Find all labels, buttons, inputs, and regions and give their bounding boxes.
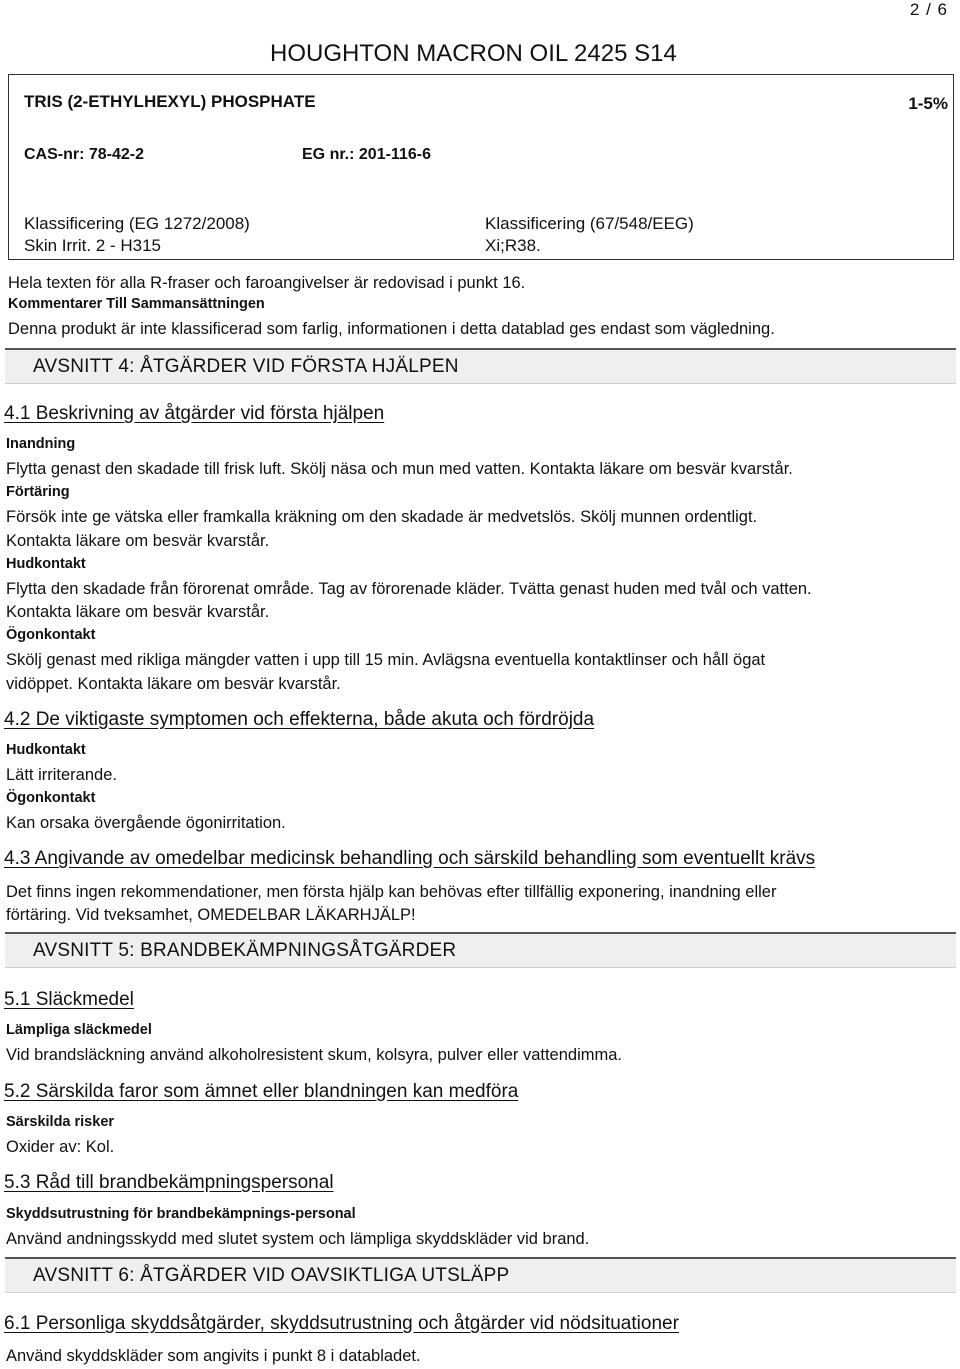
- text-symptoms-eye: Kan orsaka övergående ögonirritation.: [6, 814, 286, 832]
- text-symptoms-skin: Lätt irriterande.: [6, 766, 117, 784]
- classification-dsd-title: Klassificering (67/548/EEG): [485, 214, 694, 233]
- classification-dsd-value: Xi;R38.: [485, 236, 541, 255]
- text-firefighter-equipment: Använd andningsskydd med slutet system och lämpliga skyddskläder vid brand.: [6, 1230, 590, 1248]
- page-number: 2 / 6: [909, 0, 948, 19]
- label-firefighter-equipment: Skyddsutrustning för brandbekämpnings-personal: [6, 1206, 356, 1222]
- full-text-note: Hela texten för alla R-fraser och faroangivelser är redovisad i punkt 16.: [8, 274, 526, 292]
- text-inhalation: Flytta genast den skadade till frisk luft. Skölj näsa och mun med vatten. Kontakta läkare om besvär kvarstår.: [6, 460, 793, 478]
- heading-5-2: 5.2 Särskilda faror som ämnet eller blandningen kan medföra: [4, 1081, 519, 1102]
- text-treatment-1: Det finns ingen rekommendationer, men första hjälp kan behövas efter tillfällig exponering, inandning eller: [6, 883, 777, 901]
- product-name: HOUGHTON MACRON OIL 2425 S14: [270, 40, 677, 67]
- ingredient-name: TRIS (2-ETHYLHEXYL) PHOSPHATE: [24, 92, 316, 111]
- comments-text: Denna produkt är inte klassificerad som farlig, informationen i detta datablad ges endast som vägledning.: [8, 320, 775, 338]
- heading-4-2: 4.2 De viktigaste symptomen och effekterna, både akuta och fördröjda: [4, 709, 595, 730]
- text-treatment-2: förtäring. Vid tveksamhet, OMEDELBAR LÄKARHJÄLP!: [6, 906, 416, 924]
- section-6-title: AVSNITT 6: ÅTGÄRDER VID OAVSIKTLIGA UTSLÄPP: [33, 1265, 510, 1286]
- ingredient-concentration: 1-5%: [908, 94, 948, 113]
- classification-clp-value: Skin Irrit. 2 - H315: [24, 236, 161, 255]
- heading-4-1: 4.1 Beskrivning av åtgärder vid första hjälpen: [4, 403, 385, 424]
- label-inhalation: Inandning: [6, 436, 76, 452]
- text-eye-contact-2: vidöppet. Kontakta läkare om besvär kvarstår.: [6, 675, 341, 693]
- text-personal-precautions: Använd skyddskläder som angivits i punkt 8 i databladet.: [6, 1347, 421, 1365]
- eg-number: EG nr.: 201-116-6: [302, 146, 431, 163]
- text-ingestion-1: Försök inte ge vätska eller framkalla kräkning om den skadade är medvetslös. Skölj munnen ordentligt.: [6, 508, 758, 526]
- label-extinguishing: Lämpliga släckmedel: [6, 1022, 152, 1038]
- label-special-risks: Särskilda risker: [6, 1114, 115, 1130]
- heading-5-1: 5.1 Släckmedel: [4, 989, 134, 1010]
- cas-number: CAS-nr: 78-42-2: [24, 146, 145, 163]
- classification-clp-title: Klassificering (EG 1272/2008): [24, 214, 250, 233]
- heading-6-1: 6.1 Personliga skyddsåtgärder, skyddsutrustning och åtgärder vid nödsituationer: [4, 1313, 679, 1334]
- label-ingestion: Förtäring: [6, 484, 70, 500]
- section-4-header: [5, 348, 956, 384]
- label-eye-contact: Ögonkontakt: [6, 627, 96, 643]
- text-skin-contact-2: Kontakta läkare om besvär kvarstår.: [6, 603, 270, 621]
- section-5-header: [5, 932, 956, 968]
- section-6-header: [5, 1257, 956, 1293]
- text-ingestion-2: Kontakta läkare om besvär kvarstår.: [6, 532, 270, 550]
- text-eye-contact-1: Skölj genast med rikliga mängder vatten i upp till 15 min. Avlägsna eventuella kontaktlinser och håll ögat: [6, 651, 766, 669]
- text-skin-contact-1: Flytta den skadade från förorenat område. Tag av förorenade kläder. Tvätta genast huden med tvål och vatten.: [6, 580, 812, 598]
- text-extinguishing: Vid brandsläckning använd alkoholresistent skum, kolsyra, pulver eller vattendimma.: [6, 1046, 623, 1064]
- section-4-title: AVSNITT 4: ÅTGÄRDER VID FÖRSTA HJÄLPEN: [33, 356, 459, 377]
- section-5-title: AVSNITT 5: BRANDBEKÄMPNINGSÅTGÄRDER: [33, 940, 457, 961]
- text-special-risks: Oxider av: Kol.: [6, 1138, 115, 1156]
- heading-5-3: 5.3 Råd till brandbekämpningspersonal: [4, 1172, 334, 1193]
- label-skin-contact: Hudkontakt: [6, 556, 86, 572]
- label-symptoms-eye: Ögonkontakt: [6, 790, 96, 806]
- label-symptoms-skin: Hudkontakt: [6, 742, 86, 758]
- heading-4-3: 4.3 Angivande av omedelbar medicinsk behandling och särskild behandling som eventuellt krävs: [4, 848, 816, 869]
- comments-label: Kommentarer Till Sammansättningen: [8, 296, 265, 312]
